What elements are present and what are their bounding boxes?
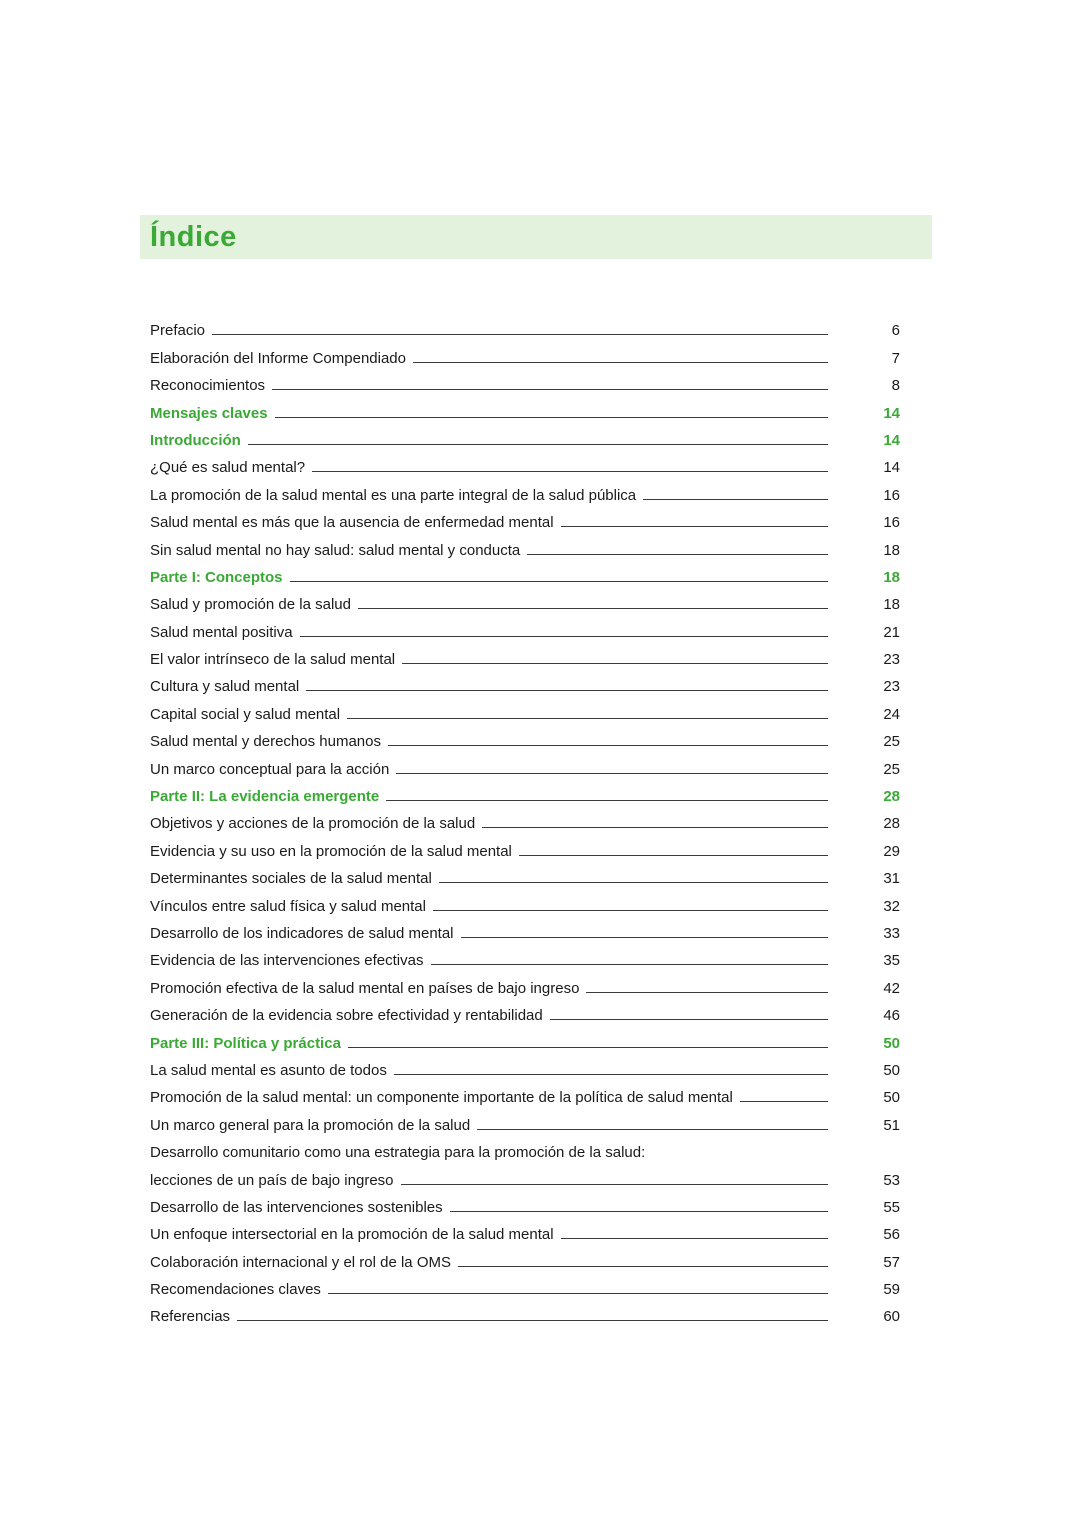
toc-entry-page: 51 (883, 1116, 900, 1134)
toc-entry-label: Determinantes sociales de la salud mental (150, 870, 432, 888)
toc-entry-label: Referencias (150, 1308, 231, 1326)
toc-entry-label: Salud mental positiva (150, 623, 293, 641)
toc-entry (150, 641, 900, 668)
toc-entry (150, 531, 900, 558)
leader-line (439, 882, 828, 883)
toc-entry-label: Parte II: La evidencia emergente (150, 788, 380, 806)
toc-entry-label: La salud mental es asunto de todos (150, 1061, 387, 1079)
toc-entry-page: 8 (891, 377, 900, 395)
toc-entry-label: Promoción de la salud mental: un componente importante de la política de salud mental (150, 1089, 733, 1107)
toc-entry (150, 312, 900, 339)
leader-line (586, 992, 828, 993)
toc-entry-page: 14 (883, 431, 900, 449)
toc-entry (150, 915, 900, 942)
toc-entry-label: Salud y promoción de la salud (150, 596, 351, 614)
leader-line (461, 937, 828, 938)
leader-line (402, 663, 828, 664)
leader-line (347, 718, 828, 719)
toc-entry (150, 778, 900, 805)
toc-entry-label: lecciones de un país de bajo ingreso (150, 1171, 394, 1189)
leader-line (348, 1047, 828, 1048)
toc-entry-label: Vínculos entre salud física y salud mental (150, 897, 426, 915)
leader-line (312, 471, 828, 472)
toc-entry-label-line1: Desarrollo comunitario como una estrategia para la promoción de la salud: (150, 1144, 646, 1162)
toc-entry-page: 24 (883, 705, 900, 723)
toc-entry (150, 422, 900, 449)
toc-entry-page: 23 (883, 678, 900, 696)
toc-entry-label: Parte III: Política y práctica (150, 1034, 341, 1052)
toc-entry-page: 55 (883, 1198, 900, 1216)
leader-line (300, 636, 828, 637)
toc-entry-page: 14 (883, 459, 900, 477)
leader-line (450, 1211, 828, 1212)
toc-entry-label: El valor intrínseco de la salud mental (150, 651, 396, 669)
toc-entry (150, 1106, 900, 1133)
toc-entry-label: Parte I: Conceptos (150, 568, 283, 586)
toc-entry-page: 18 (883, 596, 900, 614)
leader-line (413, 362, 828, 363)
toc-entry (150, 1052, 900, 1079)
toc-entry-label: Un marco general para la promoción de la salud (150, 1116, 471, 1134)
toc-entry (150, 832, 900, 859)
toc-entry-label: Salud mental es más que la ausencia de enfermedad mental (150, 514, 554, 532)
toc-entry-page: 6 (891, 322, 900, 340)
leader-line (477, 1129, 828, 1130)
toc-entry-page: 31 (883, 870, 900, 888)
toc-entry-page: 7 (891, 349, 900, 367)
toc-entry (150, 559, 900, 586)
toc-entry-page: 16 (883, 514, 900, 532)
toc-entry (150, 1216, 900, 1243)
toc-entry-page: 14 (883, 404, 900, 422)
toc-entry (150, 367, 900, 394)
toc-entry-label: Un marco conceptual para la acción (150, 760, 390, 778)
toc-entry-label: Salud mental y derechos humanos (150, 733, 381, 751)
toc-entry (150, 969, 900, 996)
leader-line (527, 554, 828, 555)
toc-entry-page: 59 (883, 1281, 900, 1299)
toc-entry-label: Desarrollo de las intervenciones sostenibles (150, 1198, 443, 1216)
toc-entry-page: 33 (883, 924, 900, 942)
toc-entry (150, 942, 900, 969)
leader-line (290, 581, 828, 582)
toc-entry-page: 56 (883, 1226, 900, 1244)
toc-entry-page: 60 (883, 1308, 900, 1326)
leader-line (431, 964, 829, 965)
toc-entry-page: 29 (883, 842, 900, 860)
toc-entry (150, 1298, 900, 1325)
toc-entry-label: Reconocimientos (150, 377, 266, 395)
toc-entry-page: 23 (883, 651, 900, 669)
toc-entry (150, 997, 900, 1024)
leader-line (433, 910, 828, 911)
toc-entry-page: 46 (883, 1007, 900, 1025)
leader-line (561, 1238, 828, 1239)
toc-entry-label: ¿Qué es salud mental? (150, 459, 306, 477)
toc-entry-page: 21 (883, 623, 900, 641)
toc-entry (150, 1271, 900, 1298)
toc-entry (150, 449, 900, 476)
leader-line (519, 855, 828, 856)
toc-entry-label: Sin salud mental no hay salud: salud mental y conducta (150, 541, 521, 559)
leader-line (358, 608, 828, 609)
toc-entry (150, 860, 900, 887)
toc-entry (150, 476, 900, 503)
toc-entry-label: Capital social y salud mental (150, 705, 341, 723)
toc-entry-label: Cultura y salud mental (150, 678, 300, 696)
toc-entry-label: Colaboración internacional y el rol de la OMS (150, 1253, 451, 1271)
toc-entry-label: La promoción de la salud mental es una parte integral de la salud pública (150, 486, 637, 504)
toc-entry (150, 1024, 900, 1051)
leader-line (237, 1320, 828, 1321)
page-title: Índice (150, 220, 237, 253)
toc-entry (150, 339, 900, 366)
leader-line (396, 773, 828, 774)
leader-line (248, 444, 828, 445)
leader-line (643, 499, 828, 500)
toc-entry-page: 18 (883, 568, 900, 586)
leader-line (561, 526, 828, 527)
toc-entry (150, 723, 900, 750)
toc-entry (150, 750, 900, 777)
toc-entry (150, 695, 900, 722)
leader-line (482, 827, 828, 828)
leader-line (394, 1074, 828, 1075)
toc-entry-page: 53 (883, 1171, 900, 1189)
leader-line (275, 417, 828, 418)
toc-entry-page: 28 (883, 815, 900, 833)
toc-entry (150, 394, 900, 421)
toc-entry-page: 32 (883, 897, 900, 915)
toc-entry-label: Generación de la evidencia sobre efectividad y rentabilidad (150, 1007, 543, 1025)
title-band (140, 215, 932, 259)
toc-entry-label: Introducción (150, 431, 241, 449)
toc-entry-label: Evidencia de las intervenciones efectivas (150, 952, 424, 970)
toc-entry-label: Objetivos y acciones de la promoción de la salud (150, 815, 476, 833)
toc-entry (150, 887, 900, 914)
leader-line (401, 1184, 828, 1185)
toc-entry (150, 1243, 900, 1270)
toc-entry (150, 613, 900, 640)
toc-entry (150, 1134, 900, 1189)
toc-entry (150, 1079, 900, 1106)
leader-line (328, 1293, 828, 1294)
leader-line (212, 334, 828, 335)
leader-line (740, 1101, 828, 1102)
leader-line (272, 389, 828, 390)
toc-entry-page: 50 (883, 1089, 900, 1107)
toc-entry (150, 668, 900, 695)
toc-entry-page: 35 (883, 952, 900, 970)
toc-entry-label: Prefacio (150, 322, 206, 340)
toc-entry-page: 16 (883, 486, 900, 504)
toc-entry-page: 25 (883, 733, 900, 751)
toc-entry-page: 50 (883, 1034, 900, 1052)
toc-entry-label: Mensajes claves (150, 404, 268, 422)
toc-entry-label: Recomendaciones claves (150, 1281, 321, 1299)
toc-entry-label: Evidencia y su uso en la promoción de la salud mental (150, 842, 512, 860)
table-of-contents (150, 312, 900, 1325)
leader-line (306, 690, 828, 691)
toc-entry-page: 57 (883, 1253, 900, 1271)
toc-entry-page: 28 (883, 788, 900, 806)
toc-entry-page: 18 (883, 541, 900, 559)
toc-entry (150, 586, 900, 613)
toc-entry-page: 25 (883, 760, 900, 778)
leader-line (388, 745, 828, 746)
toc-entry (150, 504, 900, 531)
toc-entry-page: 42 (883, 979, 900, 997)
toc-entry (150, 1189, 900, 1216)
toc-entry (150, 805, 900, 832)
toc-entry-label: Un enfoque intersectorial en la promoción de la salud mental (150, 1226, 554, 1244)
toc-entry-label: Promoción efectiva de la salud mental en países de bajo ingreso (150, 979, 580, 997)
leader-line (386, 800, 828, 801)
toc-entry-label: Desarrollo de los indicadores de salud mental (150, 924, 454, 942)
leader-line (550, 1019, 828, 1020)
leader-line (458, 1266, 828, 1267)
toc-entry-label: Elaboración del Informe Compendiado (150, 349, 406, 367)
toc-entry-page: 50 (883, 1061, 900, 1079)
